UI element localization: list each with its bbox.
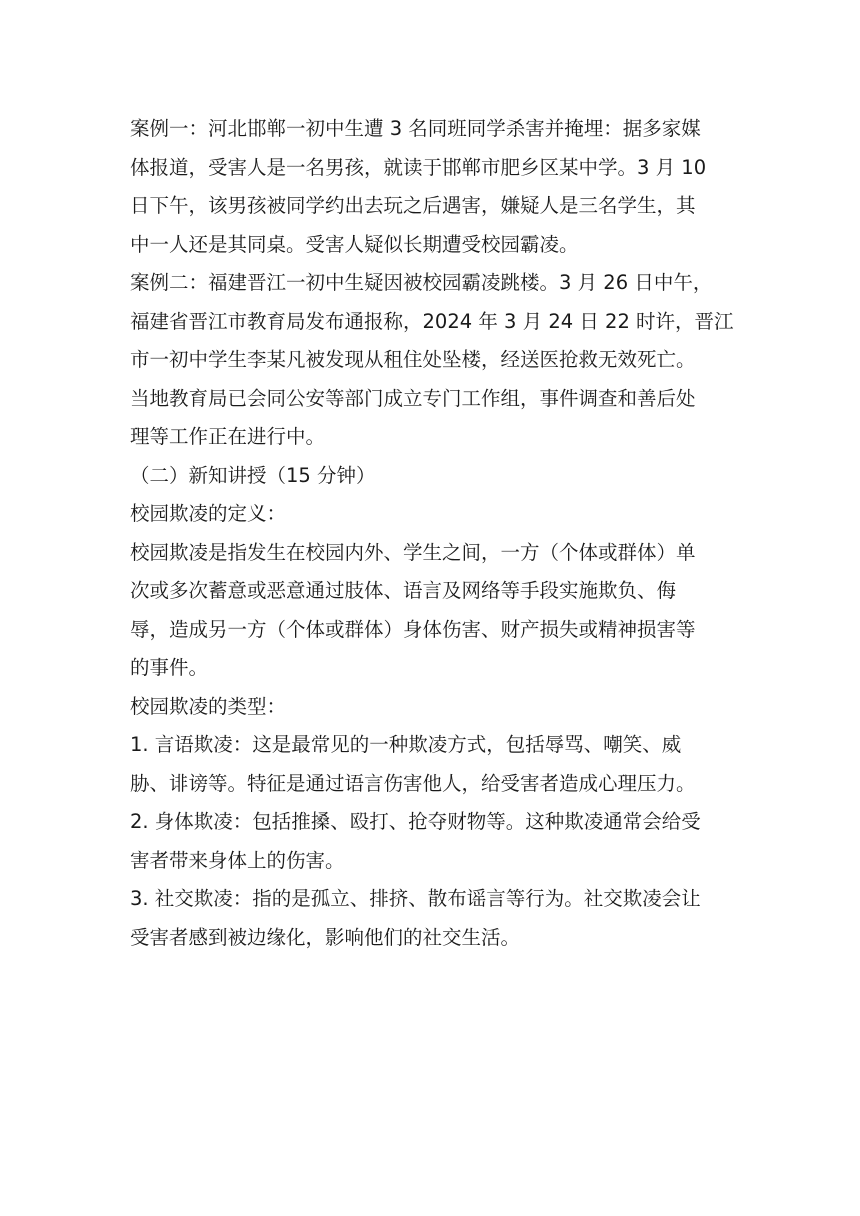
type-three-paragraph xyxy=(130,880,730,957)
text-line: 辱，造成另一方（个体或群体）身体伤害、财产损失或精神损害等 xyxy=(130,617,696,641)
text-line: 1. 言语欺凌：这是最常见的一种欺凌方式，包括辱骂、嘲笑、威 xyxy=(130,733,682,756)
definition-paragraph xyxy=(130,534,730,688)
definition-heading-text: 校园欺凌的定义： xyxy=(130,502,287,525)
section-heading xyxy=(130,457,730,496)
text-line: 2. 身体欺凌：包括推搡、殴打、抢夺财物等。这种欺凌通常会给受 xyxy=(130,810,701,833)
text-line: 体报道，受害人是一名男孩，就读于邯郸市肥乡区某中学。3 月 10 xyxy=(130,155,707,179)
text-line: 校园欺凌是指发生在校园内外、学生之间，一方（个体或群体）单 xyxy=(130,540,696,564)
text-line: 次或多次蓄意或恶意通过肢体、语言及网络等手段实施欺负、侮 xyxy=(130,579,677,602)
text-line: 胁、诽谤等。特征是通过语言伤害他人，给受害者造成心理压力。 xyxy=(130,771,696,795)
text-line: 中一人还是其同桌。受害人疑似长期遭受校园霸凌。 xyxy=(130,232,579,256)
document-body xyxy=(130,110,734,957)
text-line: 理等工作正在进行中。 xyxy=(130,425,326,448)
types-heading-text: 校园欺凌的类型： xyxy=(130,694,287,718)
type-one-paragraph xyxy=(130,726,730,803)
text-line: 当地教育局已会同公安等部门成立专门工作组，事件调查和善后处 xyxy=(130,386,696,410)
text-line: 日下午，该男孩被同学约出去玩之后遇害，嫌疑人是三名学生，其 xyxy=(130,194,696,217)
section-heading-text: （二）新知讲授（15 分钟） xyxy=(130,463,376,487)
text-line: 市一初中学生李某凡被发现从租住处坠楼，经送医抢救无效死亡。 xyxy=(130,348,696,371)
types-heading xyxy=(130,688,730,727)
text-line: 福建省晋江市教育局发布通报称，2024 年 3 月 24 日 22 时许，晋江 xyxy=(130,309,734,333)
text-line: 害者带来身体上的伤害。 xyxy=(130,848,345,872)
type-two-paragraph xyxy=(130,803,730,880)
text-line: 的事件。 xyxy=(130,656,209,679)
text-line: 案例二：福建晋江一初中生疑因被校园霸凌跳楼。3 月 26 日中午， xyxy=(130,271,713,294)
definition-heading xyxy=(130,495,730,534)
case-two-paragraph xyxy=(130,264,734,457)
text-line: 受害者感到被边缘化，影响他们的社交生活。 xyxy=(130,925,521,949)
case-one-paragraph xyxy=(130,110,730,264)
text-line: 案例一：河北邯郸一初中生遭 3 名同班同学杀害并掩埋：据多家媒 xyxy=(130,117,701,140)
text-line: 3. 社交欺凌：指的是孤立、排挤、散布谣言等行为。社交欺凌会让 xyxy=(130,887,701,910)
